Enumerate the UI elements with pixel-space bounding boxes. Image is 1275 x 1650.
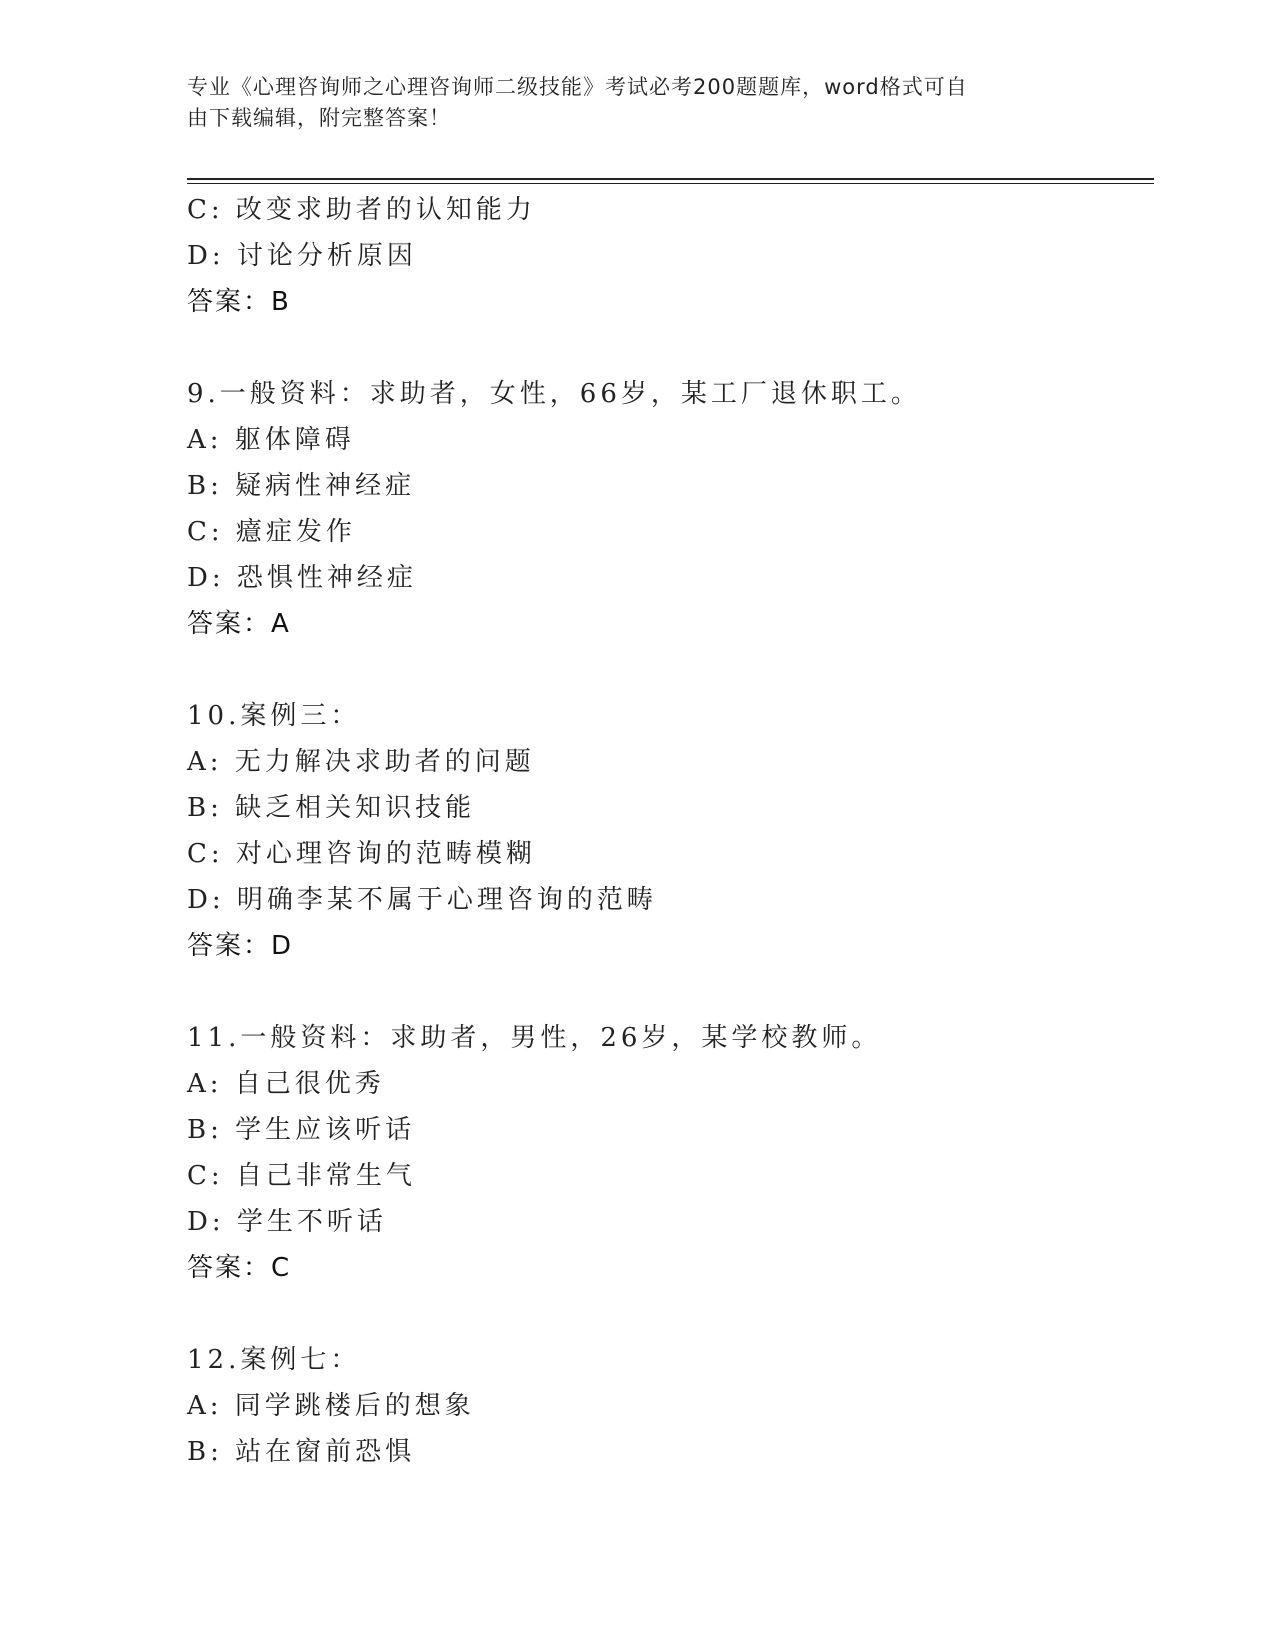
question-10 [187, 693, 1154, 969]
option-b: B: 站在窗前恐惧 [187, 1437, 416, 1467]
option-d: D: 恐惧性神经症 [187, 563, 417, 593]
option-a: A: 无力解决求助者的问题 [187, 747, 535, 777]
document-header [187, 72, 1087, 134]
question-stem: 11.一般资料：求助者，男性，26岁，某学校教师。 [187, 1023, 882, 1053]
header-rule-thin [187, 183, 1154, 184]
header-rule-thick [187, 178, 1154, 180]
option-c: C: 癔症发作 [187, 517, 356, 547]
answer-line: 答案：A [187, 609, 291, 639]
option-a: A: 自己很优秀 [187, 1069, 385, 1099]
question-9 [187, 371, 1154, 647]
question-11 [187, 1015, 1154, 1291]
header-line-2: 由下载编辑，附完整答案！ [187, 106, 451, 130]
carryover-question [187, 187, 1154, 325]
question-stem: 12.案例七： [187, 1345, 361, 1375]
question-stem: 10.案例三： [187, 701, 361, 731]
document-body [187, 187, 1154, 1475]
option-c: C: 改变求助者的认知能力 [187, 195, 536, 225]
option-d: D: 明确李某不属于心理咨询的范畴 [187, 885, 657, 915]
option-c: C: 对心理咨询的范畴模糊 [187, 839, 536, 869]
answer-line: 答案：C [187, 1253, 292, 1283]
option-b: B: 缺乏相关知识技能 [187, 793, 476, 823]
option-d: D: 学生不听话 [187, 1207, 387, 1237]
answer-line: 答案：B [187, 287, 291, 317]
option-a: A: 同学跳楼后的想象 [187, 1391, 475, 1421]
option-d: D: 讨论分析原因 [187, 241, 417, 271]
option-b: B: 学生应该听话 [187, 1115, 416, 1145]
option-a: A: 躯体障碍 [187, 425, 355, 455]
option-b: B: 疑病性神经症 [187, 471, 416, 501]
question-12 [187, 1337, 1154, 1475]
answer-line: 答案：D [187, 931, 294, 961]
question-stem: 9.一般资料：求助者，女性，66岁，某工厂退休职工。 [187, 379, 921, 409]
header-line-1: 专业《心理咨询师之心理咨询师二级技能》考试必考200题题库，word格式可自 [187, 75, 968, 99]
option-c: C: 自己非常生气 [187, 1161, 416, 1191]
